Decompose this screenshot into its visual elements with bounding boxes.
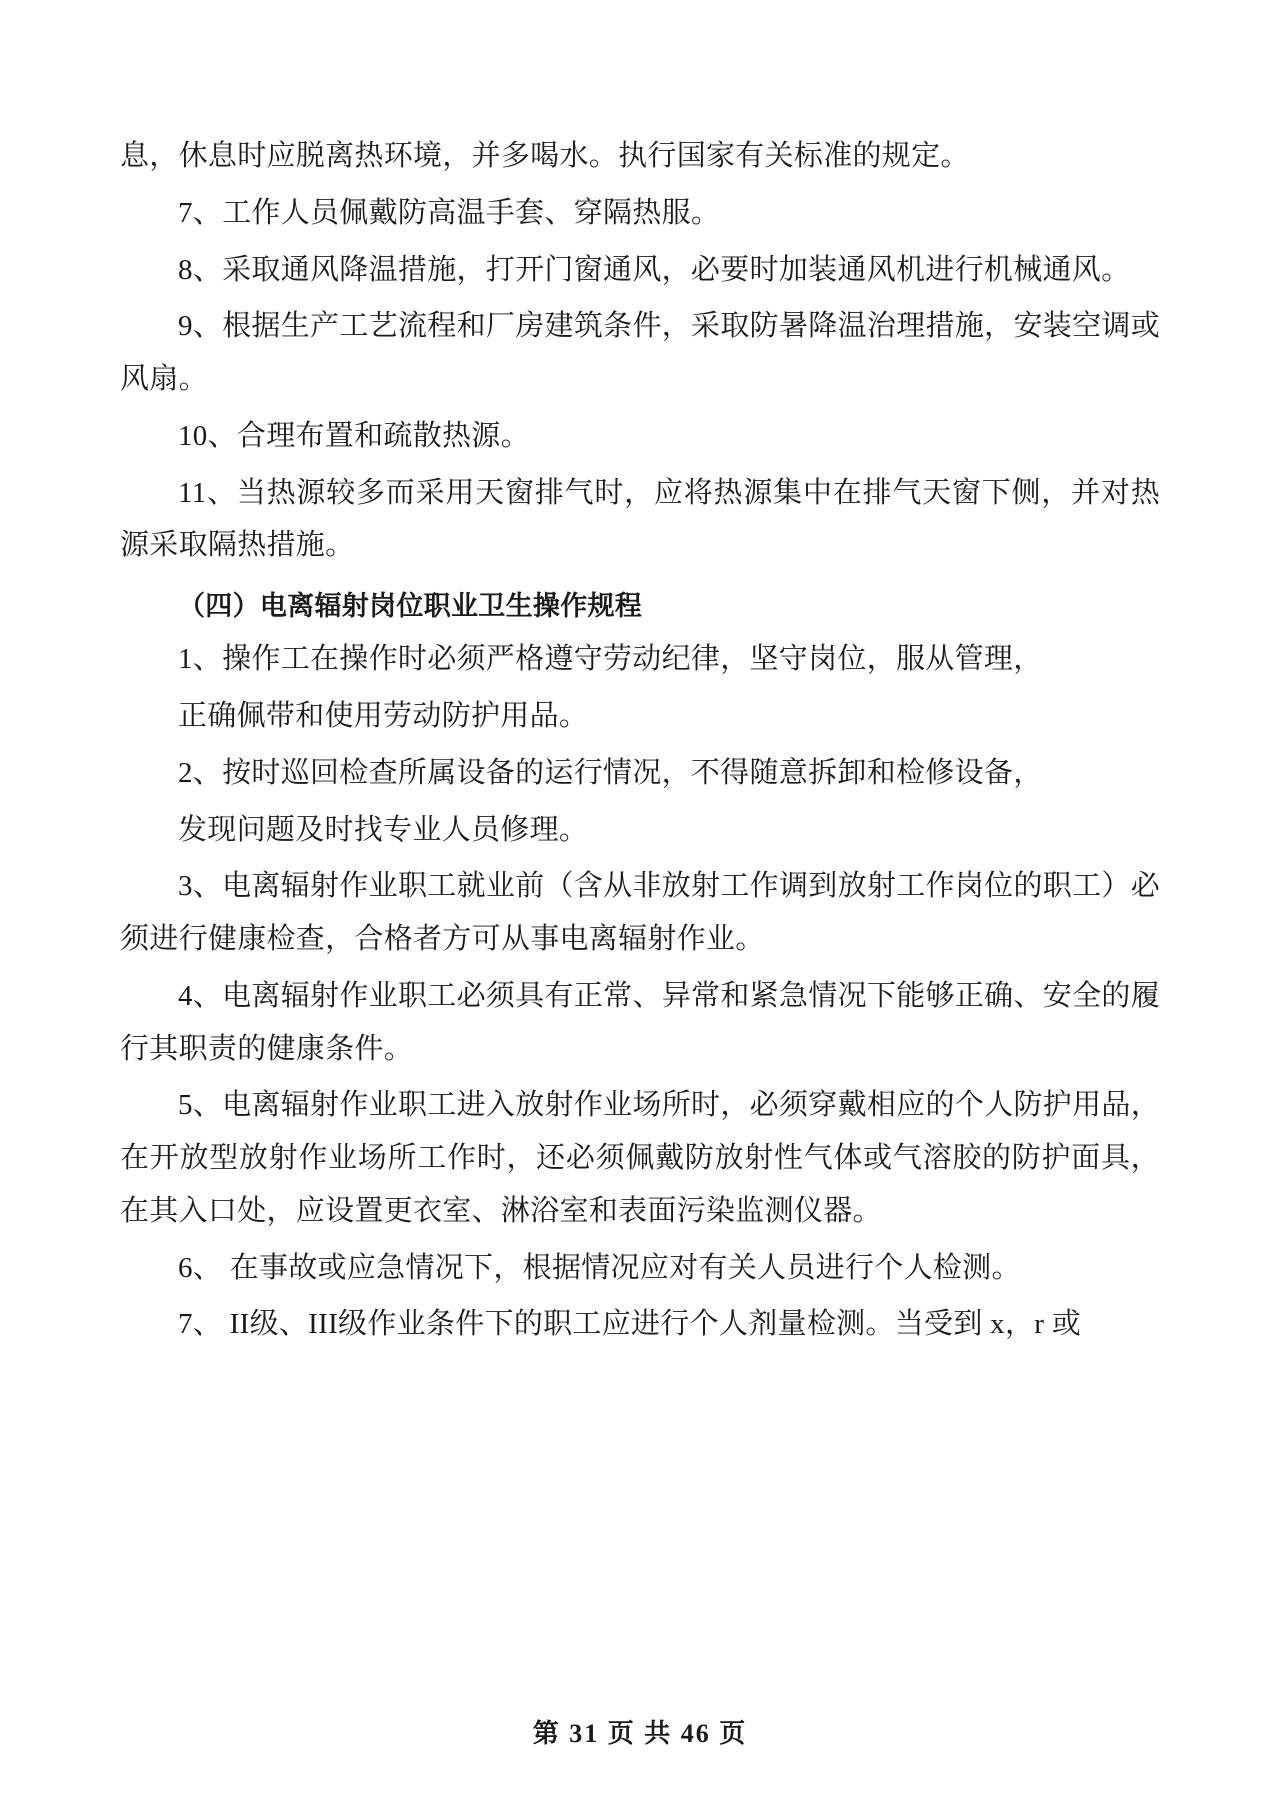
paragraph: 7、工作人员佩戴防高温手套、穿隔热服。 bbox=[178, 196, 721, 229]
paragraph: 5、电离辐射作业职工进入放射作业场所时，必须穿戴相应的个人防护用品，在开放型放射作业场所工作时，还必须佩戴防放射性气体或气溶胶的防护面具，在其入口处，应设置更衣室、淋浴室和表面污染监测仪器。 bbox=[120, 1089, 1160, 1227]
paragraph: 2、按时巡回检查所属设备的运行情况，不得随意拆卸和检修设备， bbox=[178, 756, 1043, 789]
page-footer: 第 31 页 共 46 页 bbox=[532, 1719, 748, 1748]
paragraph: 9、根据生产工艺流程和厂房建筑条件，采取防暑降温治理措施，安装空调或风扇。 bbox=[120, 310, 1160, 396]
paragraph: 6、 在事故或应急情况下，根据情况应对有关人员进行个人检测。 bbox=[178, 1251, 1021, 1284]
paragraph: 4、电离辐射作业职工必须具有正常、异常和紧急情况下能够正确、安全的履行其职责的健康条件。 bbox=[120, 979, 1160, 1065]
paragraph: 11、当热源较多而采用天窗排气时，应将热源集中在排气天窗下侧，并对热源采取隔热措施。 bbox=[120, 476, 1160, 562]
document-body bbox=[120, 130, 1160, 1351]
paragraph: 正确佩带和使用劳动防护用品。 bbox=[178, 700, 589, 733]
paragraph: 7、 II级、III级作业条件下的职工应进行个人剂量检测。当受到 x，r 或 bbox=[178, 1308, 1082, 1341]
paragraph: 10、合理布置和疏散热源。 bbox=[178, 419, 530, 452]
paragraph: 1、操作工在操作时必须严格遵守劳动纪律，坚守岗位，服从管理， bbox=[178, 643, 1043, 676]
paragraph: 息，休息时应脱离热环境，并多喝水。执行国家有关标准的规定。 bbox=[120, 140, 970, 172]
paragraph: 3、电离辐射作业职工就业前（含从非放射工作调到放射工作岗位的职工）必须进行健康检查，合格者方可从事电离辐射作业。 bbox=[120, 870, 1160, 956]
paragraph: 8、采取通风降温措施，打开门窗通风，必要时加装通风机进行机械通风。 bbox=[178, 253, 1131, 286]
paragraph: 发现问题及时找专业人员修理。 bbox=[178, 813, 589, 846]
section-heading: （四）电离辐射岗位职业卫生操作规程 bbox=[178, 591, 643, 622]
